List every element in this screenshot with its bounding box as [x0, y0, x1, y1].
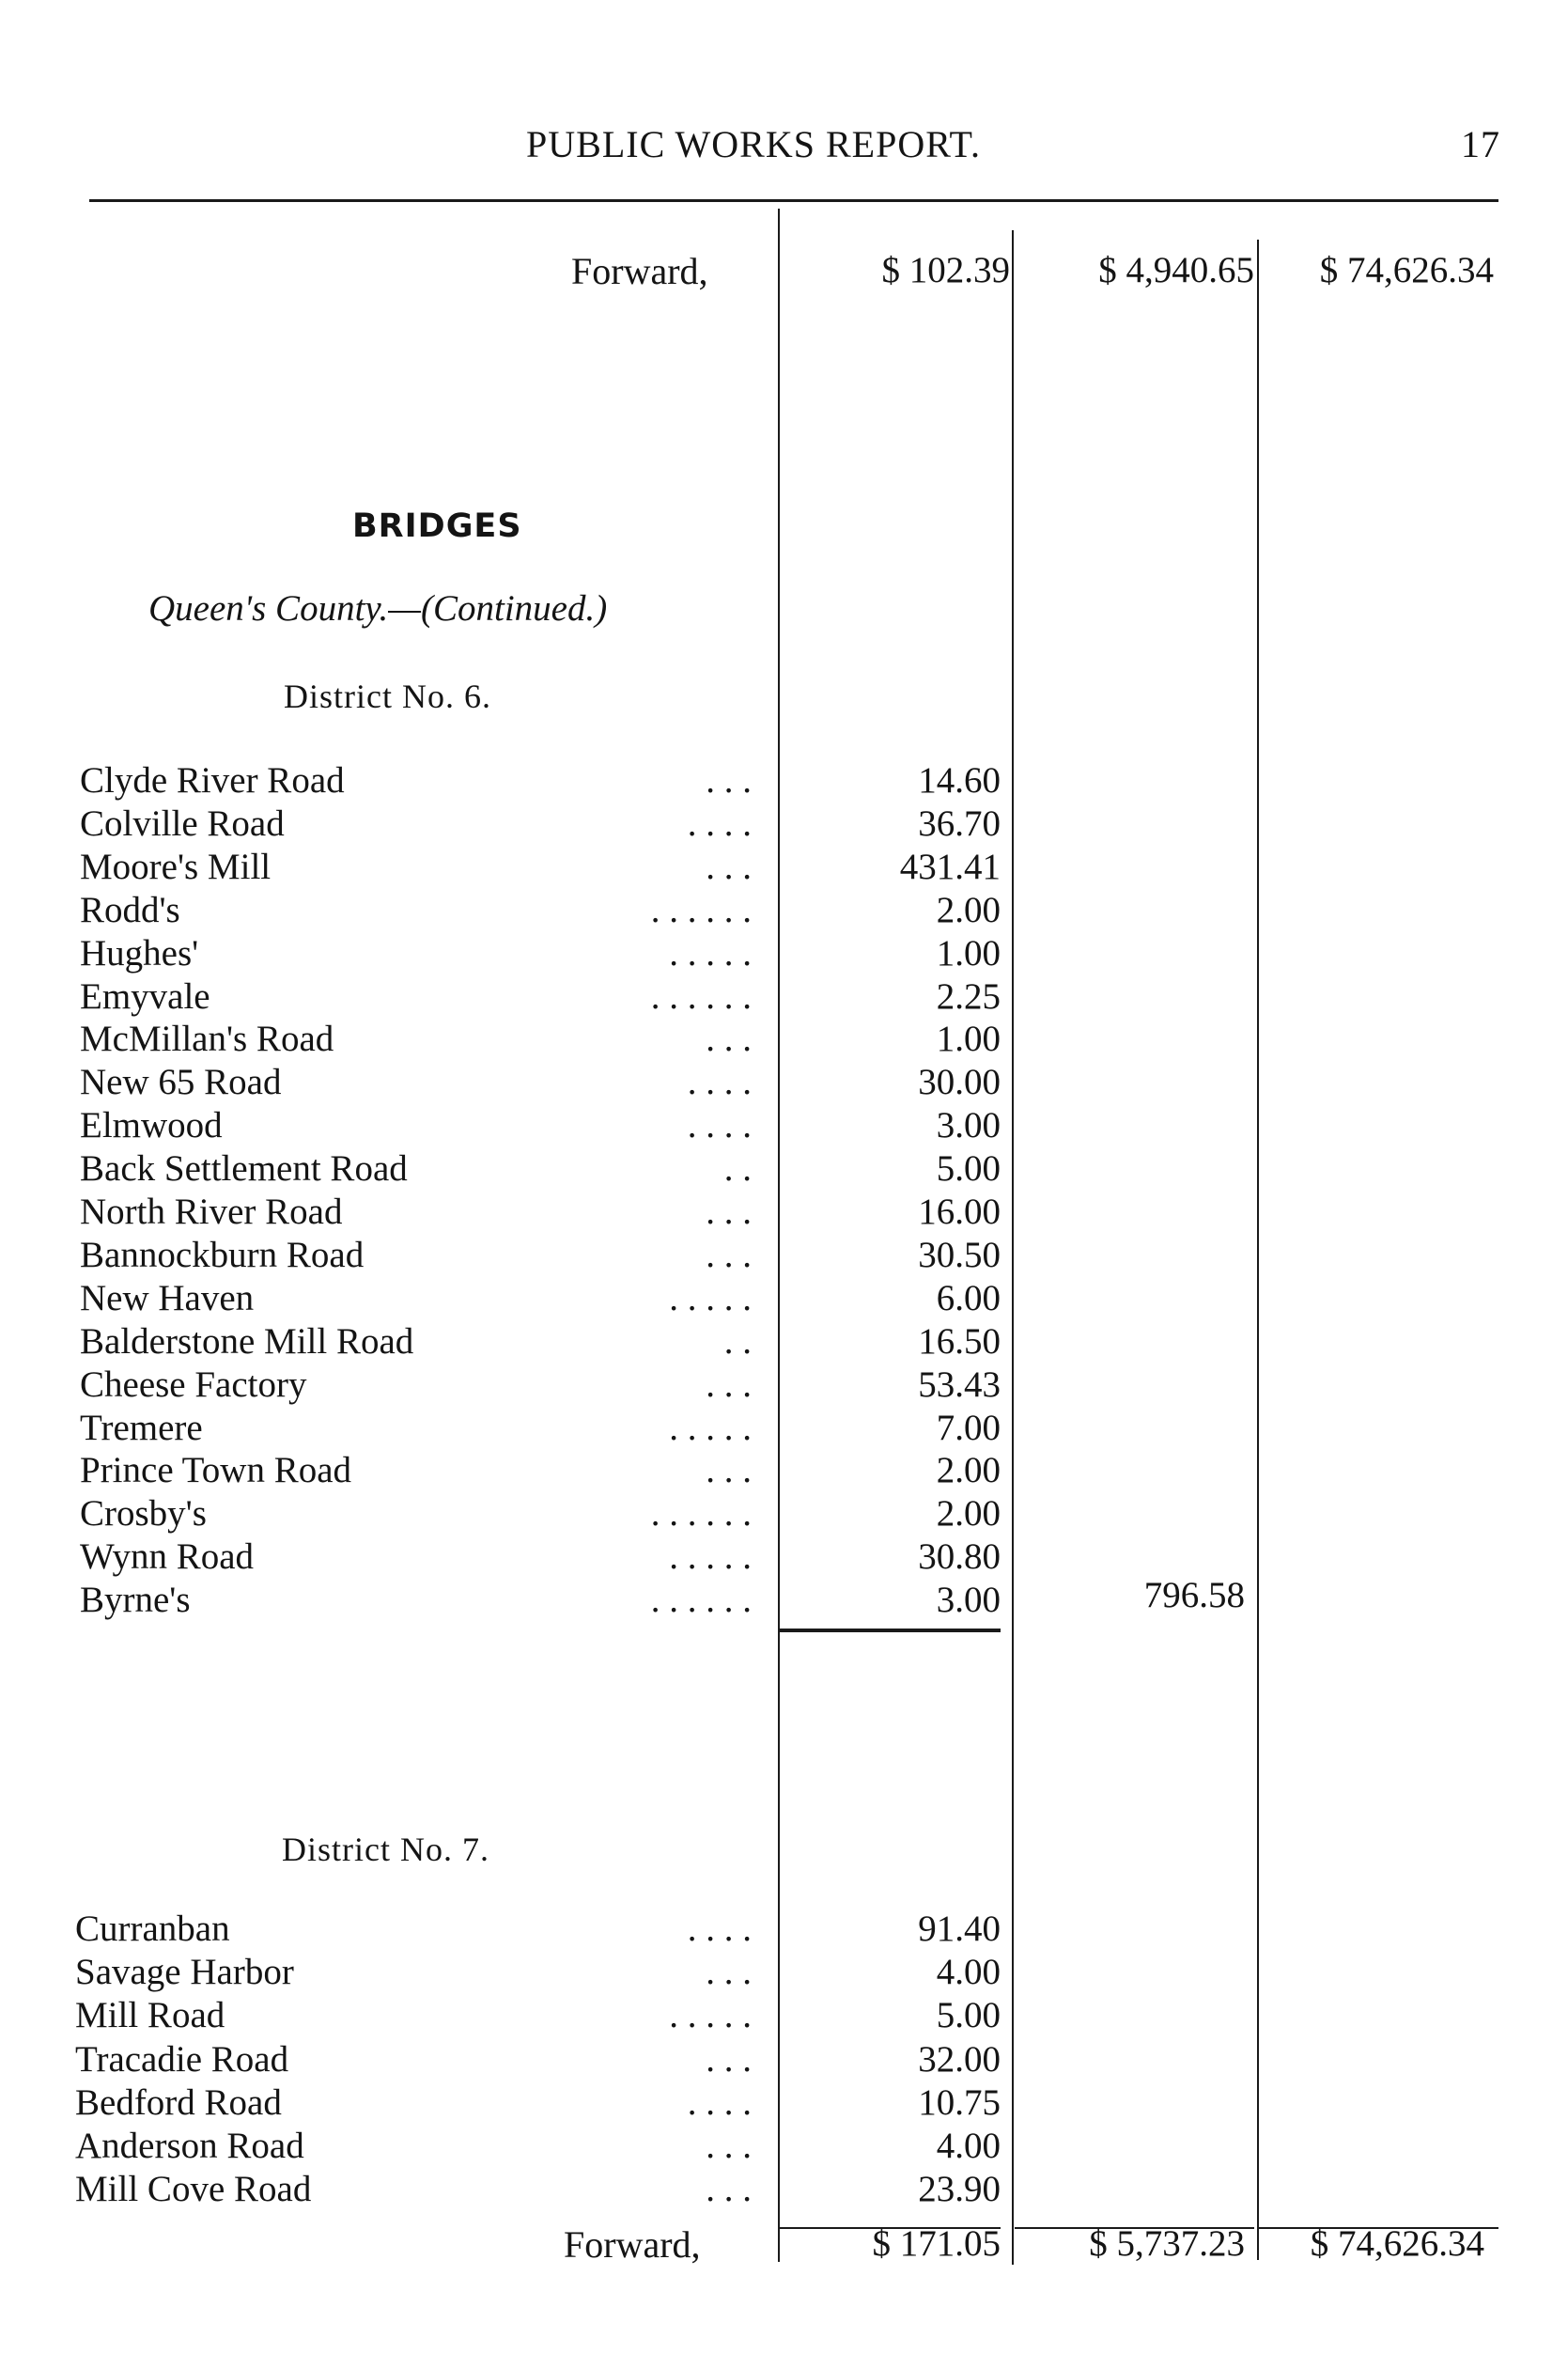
- table-row-leader-dots: . .: [723, 1320, 752, 1362]
- table-row-leader-dots: . . .: [706, 1192, 752, 1232]
- table-row-name: Cheese Factory: [80, 1364, 307, 1405]
- table-row-name: Mill Cove Road: [75, 2169, 312, 2210]
- table-row-leader-dots: . . . . .: [669, 1407, 752, 1448]
- section-subtitle: Queen's County.—(Continued.): [148, 588, 608, 629]
- page-title: PUBLIC WORKS REPORT.: [526, 123, 981, 165]
- column-rule-2: [1012, 230, 1014, 2265]
- table-row-name: Bedford Road: [75, 2081, 282, 2123]
- district-6-subtotal: 796.58: [1143, 1575, 1245, 1615]
- table-row-amount: 2.25: [936, 975, 1001, 1017]
- table-row-amount: 1.00: [936, 1019, 1001, 1060]
- district-6-total-rule: [780, 1629, 1001, 1632]
- table-row-amount: 23.90: [918, 2169, 1001, 2210]
- table-row-name: Elmwood: [80, 1105, 223, 1146]
- table-row-leader-dots: . . . . .: [669, 932, 752, 974]
- table-row-name: New Haven: [80, 1277, 255, 1318]
- table-row-leader-dots: . . .: [706, 846, 752, 887]
- table-row-name: Bannockburn Road: [80, 1234, 365, 1275]
- table-row-amount: 16.50: [918, 1320, 1001, 1362]
- table-row-name: Anderson Road: [75, 2126, 304, 2166]
- table-row-amount: 7.00: [936, 1407, 1001, 1448]
- table-row-leader-dots: . . . . . .: [650, 975, 752, 1017]
- table-row-name: Curranban: [75, 1909, 230, 1949]
- table-row-amount: 3.00: [936, 1580, 1001, 1621]
- forward-bottom-col2: $ 5,737.23: [1089, 2223, 1245, 2264]
- table-row-name: Savage Harbor: [75, 1952, 294, 1993]
- table-row-amount: 36.70: [918, 803, 1001, 844]
- table-row-leader-dots: . . . . . .: [650, 1580, 752, 1621]
- table-row-name: Balderstone Mill Road: [80, 1320, 414, 1362]
- table-row-amount: 3.00: [936, 1105, 1001, 1146]
- table-row-name: Clyde River Road: [80, 760, 345, 801]
- forward-top-col2: $ 4,940.65: [1098, 250, 1254, 290]
- table-row-leader-dots: . . .: [706, 1952, 752, 1993]
- table-row-name: Hughes': [80, 932, 199, 974]
- table-row-leader-dots: . . .: [706, 760, 752, 801]
- district-6-title: District No. 6.: [284, 678, 491, 715]
- table-row-amount: 4.00: [936, 2126, 1001, 2166]
- column-rule-1: [778, 209, 780, 2262]
- table-row-leader-dots: . . .: [706, 2126, 752, 2166]
- table-row-amount: 2.00: [936, 889, 1001, 930]
- table-row-leader-dots: . . . .: [687, 1105, 752, 1146]
- table-row-leader-dots: . . . . .: [669, 1536, 752, 1578]
- column-rule-3: [1257, 240, 1259, 2260]
- table-row-leader-dots: . . .: [706, 1450, 752, 1491]
- table-row-name: Mill Road: [75, 1995, 225, 2036]
- table-row-amount: 32.00: [918, 2038, 1001, 2080]
- table-row-amount: 431.41: [899, 846, 1001, 887]
- table-row-name: Colville Road: [80, 803, 285, 844]
- forward-bottom-col1: $ 171.05: [872, 2223, 1001, 2264]
- forward-bottom-col3: $ 74,626.34: [1310, 2223, 1484, 2264]
- table-row-amount: 53.43: [918, 1364, 1001, 1405]
- table-row-name: Byrne's: [80, 1580, 191, 1621]
- forward-top-col1: $ 102.39: [881, 250, 1010, 290]
- table-row-leader-dots: . . . . . .: [650, 1493, 752, 1535]
- table-row-leader-dots: . . . . . .: [650, 889, 752, 930]
- table-row-name: Moore's Mill: [80, 846, 272, 887]
- table-row-leader-dots: . . . .: [687, 2081, 752, 2123]
- section-title: BRIDGES: [352, 507, 522, 545]
- table-row-amount: 2.00: [936, 1450, 1001, 1491]
- table-row-amount: 5.00: [936, 1995, 1001, 2036]
- table-row-amount: 30.80: [918, 1536, 1001, 1578]
- table-row-amount: 5.00: [936, 1148, 1001, 1190]
- table-row-name: McMillan's Road: [80, 1019, 334, 1060]
- table-row-name: Tracadie Road: [75, 2038, 289, 2080]
- table-row-amount: 4.00: [936, 1952, 1001, 1993]
- forward-top-col3: $ 74,626.34: [1319, 250, 1494, 290]
- table-row-leader-dots: . . .: [706, 1019, 752, 1060]
- table-row-amount: 6.00: [936, 1277, 1001, 1318]
- table-row-amount: 16.00: [918, 1192, 1001, 1232]
- table-row-amount: 1.00: [936, 932, 1001, 974]
- table-row-name: North River Road: [80, 1192, 343, 1232]
- table-row-amount: 30.00: [918, 1062, 1001, 1103]
- table-row-leader-dots: . . .: [706, 2169, 752, 2210]
- table-row-leader-dots: . . .: [706, 2038, 752, 2080]
- table-row-leader-dots: . .: [723, 1148, 752, 1190]
- table-row-leader-dots: . . . .: [687, 1062, 752, 1103]
- table-row-name: New 65 Road: [80, 1062, 282, 1103]
- table-row-leader-dots: . . . .: [687, 1909, 752, 1949]
- table-row-name: Tremere: [80, 1407, 203, 1448]
- table-row-leader-dots: . . . .: [687, 803, 752, 844]
- table-row-amount: 91.40: [918, 1909, 1001, 1949]
- forward-label-bottom: Forward,: [564, 2223, 701, 2266]
- page-number: 17: [1461, 123, 1500, 165]
- table-row-amount: 10.75: [918, 2081, 1001, 2123]
- table-row-leader-dots: . . . . .: [669, 1995, 752, 2036]
- table-row-name: Crosby's: [80, 1493, 207, 1535]
- header-rule: [89, 199, 1498, 202]
- forward-label-top: Forward,: [571, 250, 708, 292]
- table-row-amount: 2.00: [936, 1493, 1001, 1535]
- table-row-name: Wynn Road: [80, 1536, 255, 1578]
- table-row-name: Emyvale: [80, 975, 210, 1017]
- table-row-amount: 30.50: [918, 1234, 1001, 1275]
- table-row-name: Back Settlement Road: [80, 1148, 408, 1190]
- table-row-amount: 14.60: [918, 760, 1001, 801]
- table-row-leader-dots: . . .: [706, 1234, 752, 1275]
- table-row-leader-dots: . . . . .: [669, 1277, 752, 1318]
- table-row-name: Prince Town Road: [80, 1450, 352, 1491]
- table-row-leader-dots: . . .: [706, 1364, 752, 1405]
- table-row-name: Rodd's: [80, 889, 180, 930]
- district-7-title: District No. 7.: [282, 1831, 489, 1868]
